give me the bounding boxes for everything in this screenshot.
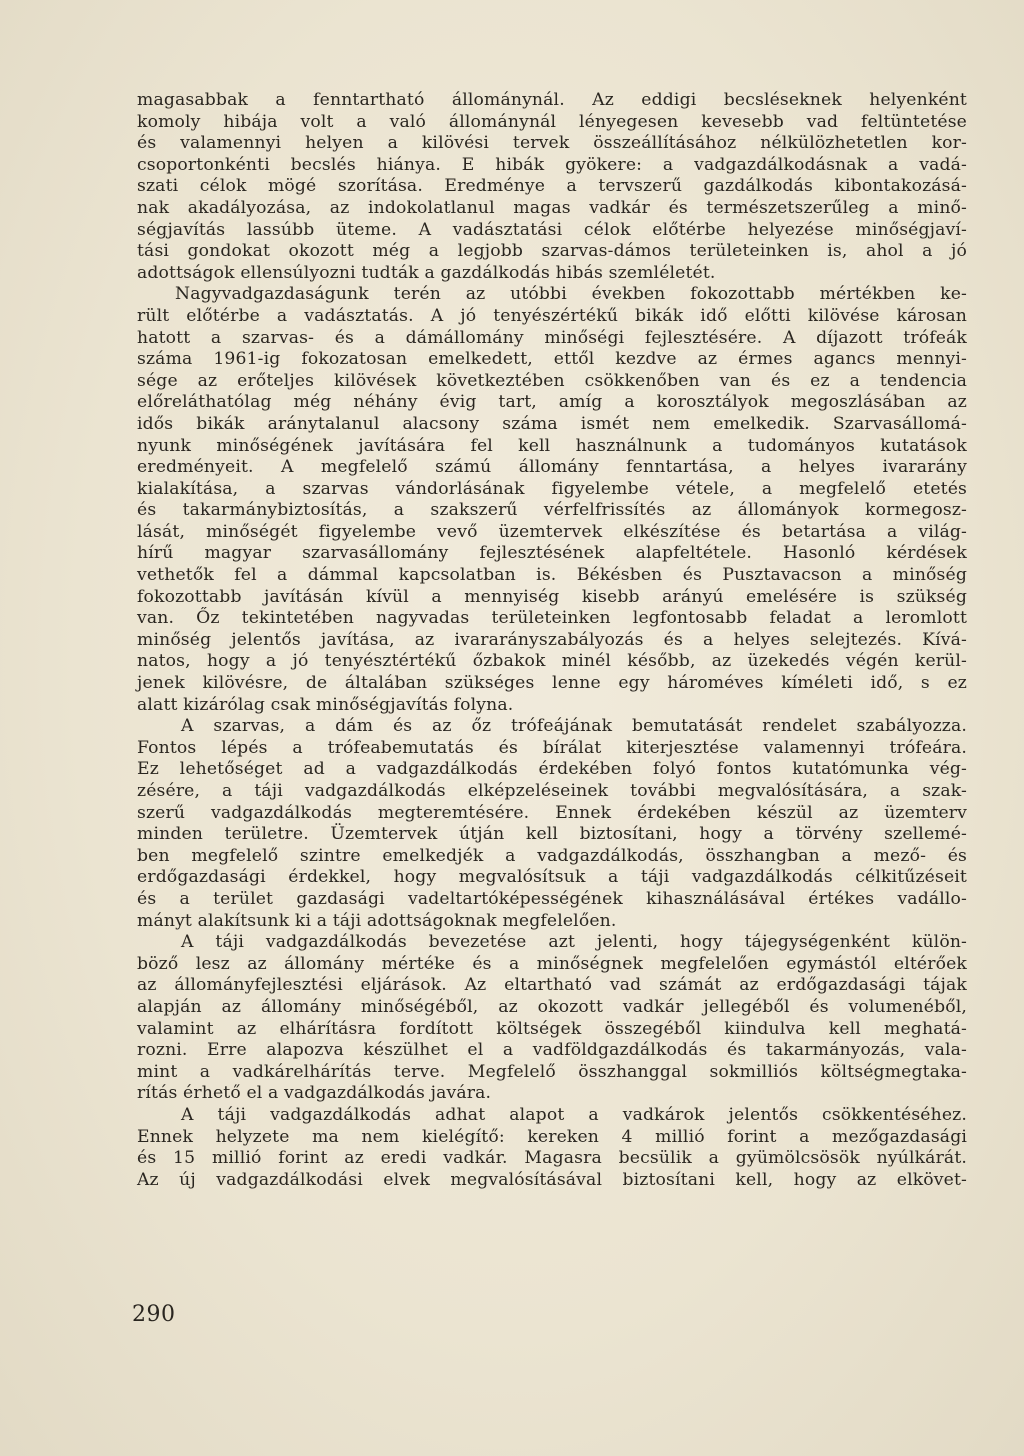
text-line: A táji vadgazdálkodás adhat alapot a vadkárok jelentős csökkentéséhez.	[181, 1104, 967, 1125]
text-line: hírű magyar szarvasállomány fejlesztésének alapfeltétele. Hasonló kérdések	[137, 543, 967, 564]
text-line: tási gondokat okozott még a legjobb szarvas-dámos területeinken is, ahol a jó	[137, 241, 967, 262]
text-line: nak akadályozása, az indokolatlanul magas vadkár és természetszerűleg a minő-	[137, 197, 967, 218]
text-line: alatt kizárólag csak minőségjavítás folyna.	[137, 694, 514, 715]
text-line: valamint az elhárításra fordított költségek összegéből kiindulva kell meghatá-	[137, 1018, 967, 1039]
text-line: mányt alakítsunk ki a táji adottságoknak megfelelően.	[137, 910, 617, 931]
paragraph	[137, 90, 967, 284]
text-line: adottságok ellensúlyozni tudták a gazdálkodás hibás szemléletét.	[137, 262, 716, 283]
text-line: eredményeit. A megfelelő számú állomány fenntartása, a helyes ivararány	[137, 457, 967, 478]
text-line: rozni. Erre alapozva készülhet el a vadföldgazdálkodás és takarmányozás, vala-	[137, 1040, 967, 1061]
text-line: csoportonkénti becslés hiánya. E hibák gyökere: a vadgazdálkodásnak a vadá-	[137, 154, 967, 175]
paragraph	[137, 716, 967, 932]
text-line: lását, minőségét figyelembe vevő üzemtervek elkészítése és betartása a világ-	[137, 521, 967, 542]
text-line: nyunk minőségének javítására fel kell használnunk a tudományos kutatások	[137, 435, 967, 456]
text-line: ségjavítás lassúbb üteme. A vadásztatási célok előtérbe helyezése minőségjaví-	[137, 219, 967, 240]
text-line: hatott a szarvas- és a dámállomány minőségi fejlesztésére. A díjazott trófeák	[137, 327, 967, 348]
text-line: magasabbak a fenntartható állománynál. Az eddigi becsléseknek helyenként	[137, 90, 967, 110]
text-line: A szarvas, a dám és az őz trófeájának bemutatását rendelet szabályozza.	[181, 716, 967, 737]
text-line: vethetők fel a dámmal kapcsolatban is. Békésben és Pusztavacson a minőség	[137, 565, 967, 586]
page-number: 290	[132, 1302, 176, 1327]
text-line: kialakítása, a szarvas vándorlásának figyelembe vétele, a megfelelő etetés	[137, 478, 967, 499]
text-line: Az új vadgazdálkodási elvek megvalósításával biztosítani kell, hogy az elkövet-	[137, 1169, 967, 1190]
text-line: Ennek helyzete ma nem kielégítő: kereken 4 millió forint a mezőgazdasági	[137, 1126, 967, 1147]
text-line: erdőgazdasági érdekkel, hogy megvalósítsuk a táji vadgazdálkodás célkitűzéseit	[137, 867, 967, 888]
text-line: jenek kilövésre, de általában szükséges lenne egy hároméves kíméleti idő, s ez	[137, 673, 967, 694]
text-line: Fontos lépés a trófeabemutatás és bírálat kiterjesztése valamennyi trófeára.	[137, 737, 967, 758]
text-line: zésére, a táji vadgazdálkodás elképzeléseinek további megvalósítására, a szak-	[137, 781, 967, 801]
text-line: ben megfelelő szintre emelkedjék a vadgazdálkodás, összhangban a mező- és	[137, 845, 967, 866]
text-line: mint a vadkárelhárítás terve. Megfelelő összhanggal sokmilliós költségmegtaka-	[137, 1061, 967, 1082]
text-line: száma 1961-ig fokozatosan emelkedett, ettől kezdve az érmes agancs mennyi-	[137, 349, 967, 370]
text-line: előreláthatólag még néhány évig tart, amíg a korosztályok megoszlásában az	[137, 392, 967, 413]
text-line: böző lesz az állomány mértéke és a minőségnek megfelelően egymástól eltérőek	[137, 953, 967, 974]
text-line: minden területre. Üzemtervek útján kell biztosítani, hogy a törvény szellemé-	[137, 824, 967, 845]
text-line: sége az erőteljes kilövések következtében csökkenőben van és ez a tendencia	[137, 370, 967, 391]
text-line: alapján az állomány minőségéből, az okozott vadkár jellegéből és volumenéből,	[137, 996, 967, 1017]
text-line: komoly hibája volt a való állománynál lényegesen kevesebb vad feltüntetése	[137, 111, 967, 132]
body-text	[137, 90, 967, 1191]
text-line: natos, hogy a jó tenyésztértékű őzbakok minél később, az üzekedés végén kerül-	[137, 651, 967, 672]
paragraph	[137, 932, 967, 1105]
text-line: idős bikák aránytalanul alacsony száma ismét nem emelkedik. Szarvasállomá-	[137, 413, 967, 434]
paragraph	[137, 284, 967, 716]
text-line: fokozottabb javításán kívül a mennyiség kisebb arányú emelésére is szükség	[137, 586, 967, 607]
text-line: minőség jelentős javítása, az ivararányszabályozás és a helyes selejtezés. Kívá-	[137, 629, 967, 650]
text-line: A táji vadgazdálkodás bevezetése azt jelenti, hogy tájegységenként külön-	[181, 932, 967, 953]
text-line: és 15 millió forint az eredi vadkár. Magasra becsülik a gyümölcsösök nyúlkárát.	[137, 1148, 967, 1169]
text-line: és takarmánybiztosítás, a szakszerű vérfelfrissítés az állományok kormegosz-	[137, 500, 967, 521]
text-line: rítás érhető el a vadgazdálkodás javára.	[137, 1083, 492, 1104]
text-line: szati célok mögé szorítása. Eredménye a tervszerű gazdálkodás kibontakozásá-	[137, 176, 967, 197]
paragraph	[137, 1105, 967, 1191]
text-line: rült előtérbe a vadásztatás. A jó tenyészértékű bikák idő előtti kilövése károsan	[137, 305, 967, 326]
text-line: és a terület gazdasági vadeltartóképességének kihasználásával értékes vadállo-	[137, 888, 967, 909]
text-line: és valamennyi helyen a kilövési tervek összeállításához nélkülözhetetlen kor-	[137, 133, 967, 154]
text-line: szerű vadgazdálkodás megteremtésére. Ennek érdekében készül az üzemterv	[137, 802, 967, 823]
text-line: az állományfejlesztési eljárások. Az eltartható vad számát az erdőgazdasági tájak	[137, 975, 967, 996]
text-line: van. Őz tekintetében nagyvadas területeinken legfontosabb feladat a leromlott	[137, 608, 967, 629]
text-line: Ez lehetőséget ad a vadgazdálkodás érdekében folyó fontos kutatómunka vég-	[137, 759, 967, 780]
text-line: Nagyvadgazdaságunk terén az utóbbi években fokozottabb mértékben ke-	[175, 284, 967, 305]
